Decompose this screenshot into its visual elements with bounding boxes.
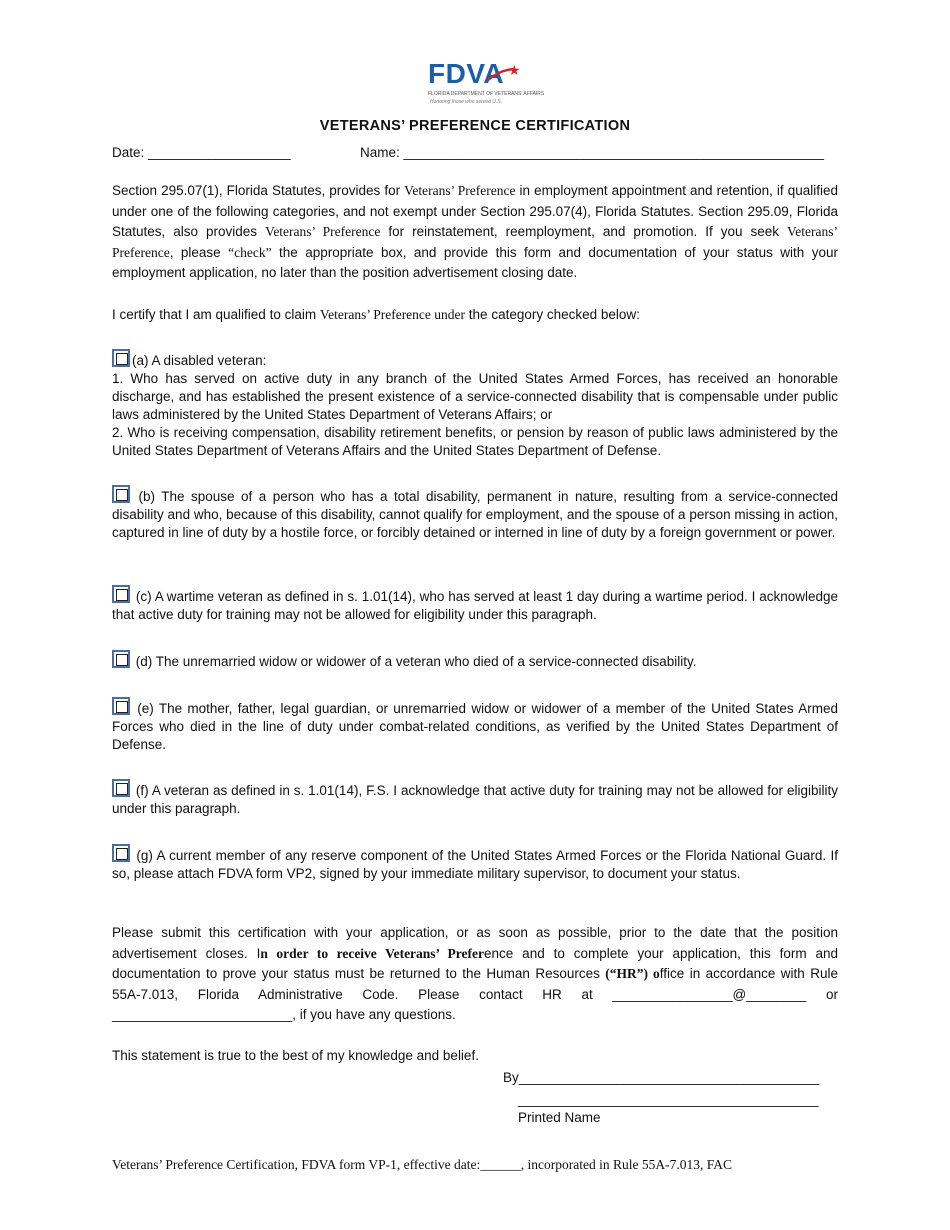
intro-text: Section 295.07(1), Florida Statutes, provides for: [112, 183, 401, 198]
checkbox-e[interactable]: [112, 697, 130, 715]
submit-text: Please submit this certification with your application, or as soon as possible, prior to the date that the position advertisement closes. I: [112, 925, 838, 961]
intro-text: Veterans’ Preference: [404, 183, 516, 198]
category-e-text: (e) The mother, father, legal guardian, or unremarried widow or widower of a member of the United States Armed Forces who died in the line of duty under combat-related conditions, as verified by the United States Department of Defense.: [112, 701, 838, 752]
category-b-text: (b) The spouse of a person who has a total disability, permanent in nature, resulting from a service-connected disability and who, because of this disability, cannot qualify for employment, and the spouse of a person missing in action, captured in line of duty by a hostile force, or forcibly detained or interned in line of duty by a foreign government or power.: [112, 489, 838, 540]
fdva-logo: [420, 58, 545, 106]
category-b: [112, 485, 838, 542]
logo-text: FDVA: [428, 58, 505, 89]
printed-name-label: Printed Name: [518, 1110, 601, 1125]
intro-text: Veterans’ Preference: [265, 224, 381, 239]
intro-text: the appropriate box, and provide this form and documentation of your status with your employment application, no later than the position advertisement closing date.: [112, 244, 838, 280]
checkbox-g[interactable]: [112, 844, 130, 862]
form-footer: Veterans’ Preference Certification, FDVA form VP-1, effective date:______, incorporated in Rule 55A-7.013, FAC: [112, 1157, 732, 1172]
intro-paragraph: [112, 181, 838, 284]
submit-text: n order to receive Veterans’ Prefer: [260, 945, 485, 961]
intro-text: Veterans’ Preference: [112, 224, 838, 260]
category-c: [112, 585, 838, 624]
checkbox-f[interactable]: [112, 779, 130, 797]
certify-text: Veterans’ Preference under: [319, 307, 466, 322]
submit-text: (“HR”) o: [605, 966, 660, 981]
intro-text: “check”: [228, 244, 272, 260]
category-e: [112, 697, 838, 754]
truth-statement: This statement is true to the best of my knowledge and belief.: [112, 1048, 479, 1063]
name-field[interactable]: Name: ________________________________________________________: [360, 145, 824, 160]
category-d-text: (d) The unremarried widow or widower of a veteran who died of a service-connected disability.: [132, 654, 697, 669]
checkbox-b[interactable]: [112, 485, 130, 503]
checkbox-d[interactable]: [112, 650, 130, 668]
intro-text: in employment appointment and retention, if qualified under one of the following categories, and not exempt under Section 295.07(4), Florida Statutes. Section 295.09, Florida Statutes, also provides: [112, 183, 838, 239]
submit-text: ence and to complete your application, this form and documentation to prove your status must be returned to the Human Resources: [112, 945, 839, 981]
intro-text: , please: [169, 244, 221, 260]
star-icon: ★: [508, 62, 521, 78]
category-a: [112, 349, 838, 460]
category-f: [112, 779, 838, 818]
page-title: VETERANS’ PREFERENCE CERTIFICATION: [319, 118, 631, 134]
intro-text: for reinstatement, reemployment, and promotion. If you seek: [388, 224, 779, 239]
category-g: [112, 844, 838, 883]
logo-tagline: Honoring those who served U.S.: [430, 99, 502, 105]
checkbox-a[interactable]: [112, 349, 130, 367]
category-a-sub2: 2. Who is receiving compensation, disability retirement benefits, or pension by reason of public laws administered by the United States Department of Veterans Affairs and the United States Department of Defense.: [112, 425, 838, 458]
checkbox-c[interactable]: [112, 585, 130, 603]
category-a-label: (a) A disabled veteran:: [132, 353, 267, 368]
date-field[interactable]: Date: ___________________: [112, 145, 291, 160]
category-g-text: (g) A current member of any reserve component of the United States Armed Forces or the Florida National Guard. If so, please attach FDVA form VP2, signed by your immediate military supervisor, to document your status.: [112, 848, 838, 881]
signature-field[interactable]: By________________________________________: [503, 1070, 820, 1085]
certify-text: I certify that I am qualified to claim: [112, 307, 317, 322]
category-a-sub1: 1. Who has served on active duty in any branch of the United States Armed Forces, has received an honorable discharge, and has established the present existence of a service-connected disability that is compensable under public laws administered by the United States Department of Veterans Affairs; or: [112, 371, 838, 422]
certify-text: the category checked below:: [468, 307, 640, 322]
category-c-text: (c) A wartime veteran as defined in s. 1.01(14), who has served at least 1 day during a wartime period. I acknowledge that active duty for training may not be allowed for eligibility under this paragraph.: [112, 589, 838, 622]
submit-paragraph: [112, 923, 838, 1026]
printed-name-field[interactable]: ________________________________________: [518, 1092, 819, 1107]
category-d: [112, 650, 838, 671]
submit-text: ffice in accordance with Rule 55A-7.013, Florida Administrative Code. Please contact HR at ________________@________ or ________________________, if you have any questions.: [112, 966, 838, 1022]
logo-subtitle: FLORIDA DEPARTMENT OF VETERANS' AFFAIRS: [428, 91, 545, 97]
category-f-text: (f) A veteran as defined in s. 1.01(14), F.S. I acknowledge that active duty for training may not be allowed for eligibility under this paragraph.: [112, 783, 838, 816]
certify-statement: [112, 305, 838, 326]
